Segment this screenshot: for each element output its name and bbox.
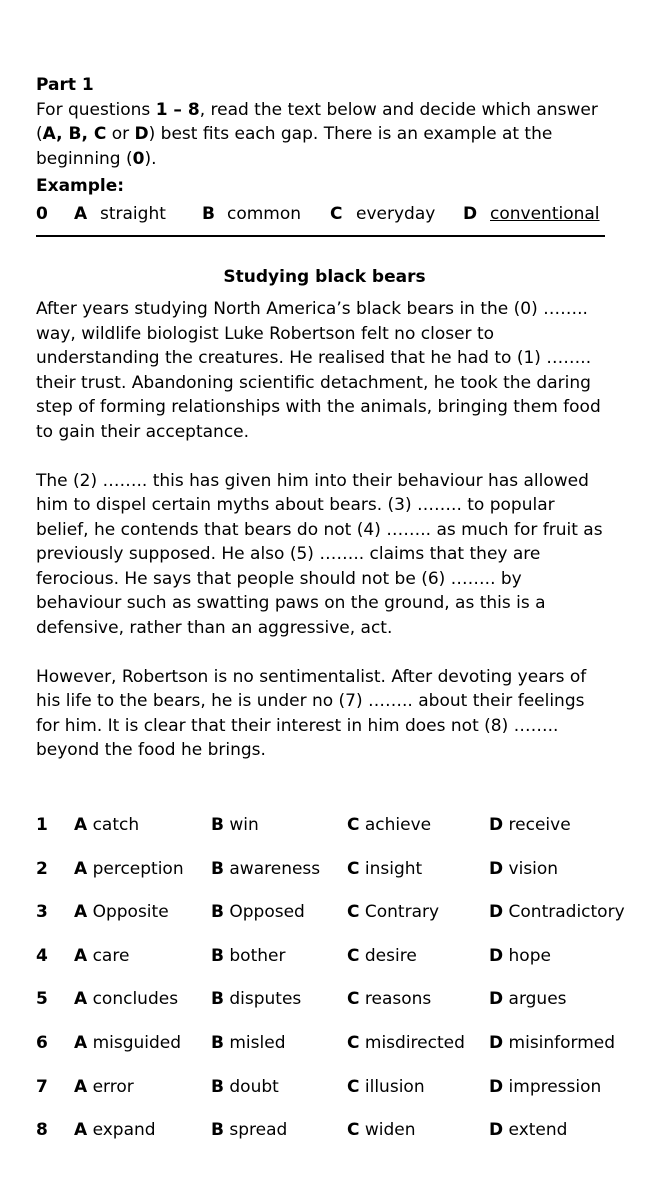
instructions — [36, 98, 616, 172]
option-text: catch — [92, 815, 140, 835]
option-a[interactable] — [74, 813, 139, 838]
option-text: Contradictory — [508, 902, 625, 923]
option-c[interactable] — [347, 987, 431, 1012]
question-range: 1 – 8 — [155, 99, 200, 120]
question-row — [36, 944, 636, 988]
option-letter: A — [74, 858, 88, 879]
story-paragraph: After years studying North America’s black bears in the (0) …….. way, wildlife biologist Luke Robertson felt no closer to understanding the creatures. He realised that he had to (1) …….. their trust. Abandoning scientific detachment, he took the daring step of forming relationships with the animals, bringing them food to gain their acceptance. — [36, 299, 601, 442]
option-text: impression — [508, 1076, 602, 1097]
part-title: Part 1 — [36, 75, 94, 95]
instructions-text: For questions — [36, 99, 156, 120]
option-text: reasons — [364, 989, 432, 1010]
option-text: expand — [92, 1120, 156, 1141]
option-letter: C — [347, 1076, 360, 1097]
option-text: win — [229, 815, 259, 835]
option-c[interactable] — [347, 813, 431, 838]
option-letter: C — [347, 815, 360, 835]
option-text: insight — [364, 858, 423, 879]
option-text: disputes — [229, 989, 302, 1010]
option-a[interactable] — [74, 1075, 134, 1100]
option-b[interactable] — [211, 813, 259, 838]
exam-page — [36, 73, 616, 787]
option-text: doubt — [229, 1076, 279, 1097]
option-letter: C — [347, 902, 360, 923]
option-letter: A — [74, 815, 88, 835]
story-text — [36, 297, 611, 763]
example-answer: conventional — [490, 203, 600, 224]
option-d[interactable] — [489, 944, 551, 969]
option-b[interactable] — [211, 1031, 286, 1056]
option-c[interactable] — [347, 857, 422, 882]
option-letter: D — [489, 1120, 504, 1141]
option-text: error — [92, 1076, 134, 1097]
option-letter: A — [74, 989, 88, 1010]
option-letter: A — [74, 1120, 88, 1141]
question-number: 1 — [36, 815, 48, 835]
example-letter-b: B — [202, 203, 215, 224]
option-letter: A — [74, 1076, 88, 1097]
option-letter: B — [211, 902, 224, 923]
option-text: misled — [229, 1032, 286, 1053]
example-label: Example: — [36, 176, 125, 196]
example-row — [36, 202, 616, 226]
option-text: Opposite — [92, 902, 169, 923]
story-paragraph: However, Robertson is no sentimentalist. After devoting years of his life to the bears, he is under no (7) …….. about their feelings for him. It is clear that their interest in him does not (8) …….. beyond the food he brings. — [36, 666, 587, 760]
option-b[interactable] — [211, 900, 305, 925]
option-letter: B — [211, 1120, 224, 1141]
option-text: concludes — [92, 989, 179, 1010]
option-d[interactable] — [489, 987, 567, 1012]
question-row — [36, 900, 636, 944]
instructions-text: ) best fits each gap. There is an example at the beginning ( — [36, 124, 553, 169]
question-row — [36, 813, 636, 857]
option-text: misdirected — [364, 1032, 465, 1053]
option-text: receive — [508, 815, 571, 835]
option-letter: C — [347, 858, 360, 879]
question-number: 6 — [36, 1032, 48, 1053]
option-letter: B — [211, 989, 224, 1010]
option-c[interactable] — [347, 1118, 416, 1143]
example-option-a: straight — [100, 203, 166, 224]
question-row — [36, 857, 636, 901]
option-text: vision — [508, 858, 559, 879]
option-text: misinformed — [508, 1032, 616, 1053]
example-number-ref: 0 — [132, 148, 145, 169]
option-b[interactable] — [211, 944, 285, 969]
option-letter: D — [489, 945, 504, 966]
option-letter: B — [211, 945, 224, 966]
option-letter: D — [489, 1076, 504, 1097]
option-text: desire — [364, 945, 417, 966]
option-b[interactable] — [211, 857, 320, 882]
example-option-c: everyday — [356, 203, 436, 224]
option-text: achieve — [364, 815, 432, 835]
example-letter-a: A — [74, 203, 88, 224]
question-number: 4 — [36, 945, 48, 966]
option-text: illusion — [364, 1076, 425, 1097]
option-c[interactable] — [347, 900, 439, 925]
option-letter: D — [489, 989, 504, 1010]
question-number: 5 — [36, 989, 48, 1010]
option-letters: A, B, C — [42, 124, 107, 144]
option-text: widen — [364, 1120, 416, 1141]
option-text: misguided — [92, 1032, 182, 1053]
example-letter-d: D — [463, 203, 478, 224]
option-letter: A — [74, 945, 88, 966]
instructions-text: ). — [144, 148, 157, 169]
story-title: Studying black bears — [223, 266, 426, 287]
example-option-b: common — [227, 203, 302, 224]
option-letter-d: D — [134, 124, 149, 144]
question-row — [36, 1075, 636, 1119]
option-c[interactable] — [347, 1031, 465, 1056]
option-c[interactable] — [347, 944, 417, 969]
story-paragraph: The (2) …….. this has given him into their behaviour has allowed him to dispel certain myths about bears. (3) …….. to popular belief, he contends that bears do not (4) …….. as much for fruit as previously supposed. He also (5) …….. claims that they are ferocious. He says that people should not be (6) …….. by behaviour such as swatting paws on the ground, as this is a defensive, rather than an aggressive, act. — [36, 470, 603, 638]
option-d[interactable] — [489, 857, 558, 882]
option-letter: D — [489, 815, 504, 835]
option-text: hope — [508, 945, 551, 966]
option-d[interactable] — [489, 1075, 601, 1100]
option-text: perception — [92, 858, 184, 879]
option-letter: D — [489, 1032, 504, 1053]
option-text: argues — [508, 989, 567, 1010]
question-number: 8 — [36, 1120, 48, 1141]
option-text: Contrary — [364, 902, 440, 923]
option-letter: A — [74, 1032, 88, 1053]
option-d[interactable] — [489, 1118, 567, 1143]
option-a[interactable] — [74, 857, 184, 882]
option-letter: D — [489, 902, 504, 923]
question-number: 7 — [36, 1076, 48, 1097]
option-a[interactable] — [74, 1118, 156, 1143]
option-letter: A — [74, 902, 88, 923]
option-text: spread — [229, 1120, 288, 1141]
option-letter: C — [347, 1120, 360, 1141]
option-a[interactable] — [74, 944, 129, 969]
option-text: awareness — [229, 858, 321, 879]
option-text: Opposed — [229, 902, 305, 923]
option-c[interactable] — [347, 1075, 425, 1100]
example-number: 0 — [36, 203, 48, 224]
instructions-text: , read the text below and decide which answer ( — [36, 99, 598, 144]
option-a[interactable] — [74, 1031, 181, 1056]
option-letter: C — [347, 989, 360, 1010]
option-letter: B — [211, 1032, 224, 1053]
question-row — [36, 1118, 636, 1162]
option-b[interactable] — [211, 1075, 279, 1100]
option-text: extend — [508, 1120, 568, 1141]
question-row — [36, 987, 636, 1031]
option-letter: C — [347, 1032, 360, 1053]
option-a[interactable] — [74, 987, 178, 1012]
option-text: care — [92, 945, 130, 966]
option-letter: D — [489, 858, 504, 879]
instructions-text: or — [106, 124, 135, 144]
option-letter: B — [211, 815, 224, 835]
option-text: bother — [229, 945, 286, 966]
option-b[interactable] — [211, 987, 301, 1012]
option-letter: B — [211, 858, 224, 879]
question-number: 3 — [36, 902, 48, 923]
option-d[interactable] — [489, 1031, 615, 1056]
question-number: 2 — [36, 858, 48, 879]
option-b[interactable] — [211, 1118, 287, 1143]
answer-options — [36, 813, 636, 1162]
example-letter-c: C — [330, 203, 343, 224]
option-a[interactable] — [74, 900, 169, 925]
option-d[interactable] — [489, 813, 571, 838]
question-row — [36, 1031, 636, 1075]
divider-line — [36, 235, 605, 237]
option-d[interactable] — [489, 900, 625, 925]
option-letter: B — [211, 1076, 224, 1097]
option-letter: C — [347, 945, 360, 966]
